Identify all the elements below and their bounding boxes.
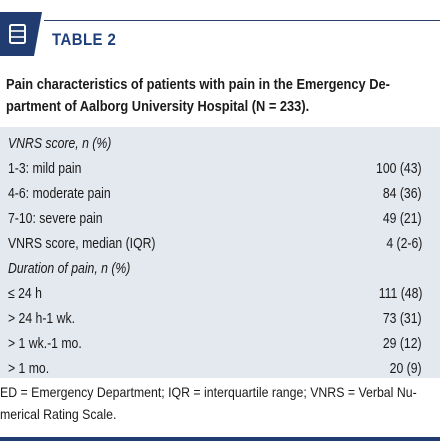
row-label: > 1 mo.	[8, 361, 50, 377]
table-row	[0, 333, 440, 358]
table-footnote	[0, 381, 440, 425]
row-value: 29 (12)	[383, 336, 422, 352]
header-rule	[44, 20, 440, 21]
table-row	[0, 283, 440, 308]
table-row	[0, 158, 440, 183]
row-label: VNRS score, n (%)	[8, 136, 112, 152]
row-value: 20 (9)	[390, 361, 422, 377]
row-value: 100 (43)	[376, 161, 422, 177]
table-row	[0, 208, 440, 233]
row-label: VNRS score, median (IQR)	[8, 236, 156, 252]
table-row	[0, 258, 440, 283]
row-value: 49 (21)	[383, 211, 422, 227]
table-row	[0, 133, 440, 158]
table-row	[0, 183, 440, 208]
row-label: 1-3: mild pain	[8, 161, 82, 177]
row-label: > 1 wk.-1 mo.	[8, 336, 82, 352]
row-label: ≤ 24 h	[8, 286, 42, 302]
footnote-line-2: merical Rating Scale.	[0, 406, 117, 422]
row-value: 73 (31)	[383, 311, 422, 327]
row-label: 4-6: moderate pain	[8, 186, 111, 202]
row-value: 4 (2-6)	[385, 236, 422, 252]
footnote-line-1: ED = Emergency Department; IQR = interquartile range; VNRS = Verbal Nu-	[0, 384, 417, 400]
table-caption	[6, 74, 434, 118]
table-row	[0, 233, 440, 258]
table-label: TABLE 2	[52, 30, 117, 49]
data-table	[0, 127, 440, 378]
table-row	[0, 358, 440, 383]
row-label: Duration of pain, n (%)	[8, 261, 131, 277]
caption-line-1: Pain characteristics of patients with pain in the Emergency De-	[6, 77, 390, 93]
table-icon	[0, 12, 42, 56]
row-value: 111 (48)	[378, 286, 422, 302]
row-value: 84 (36)	[383, 186, 422, 202]
table-row	[0, 308, 440, 333]
table-header	[0, 0, 440, 62]
caption-line-2: partment of Aalborg University Hospital (N = 233).	[6, 99, 310, 115]
bottom-rule	[0, 437, 440, 441]
row-label: 7-10: severe pain	[8, 211, 103, 227]
row-label: > 24 h-1 wk.	[8, 311, 75, 327]
